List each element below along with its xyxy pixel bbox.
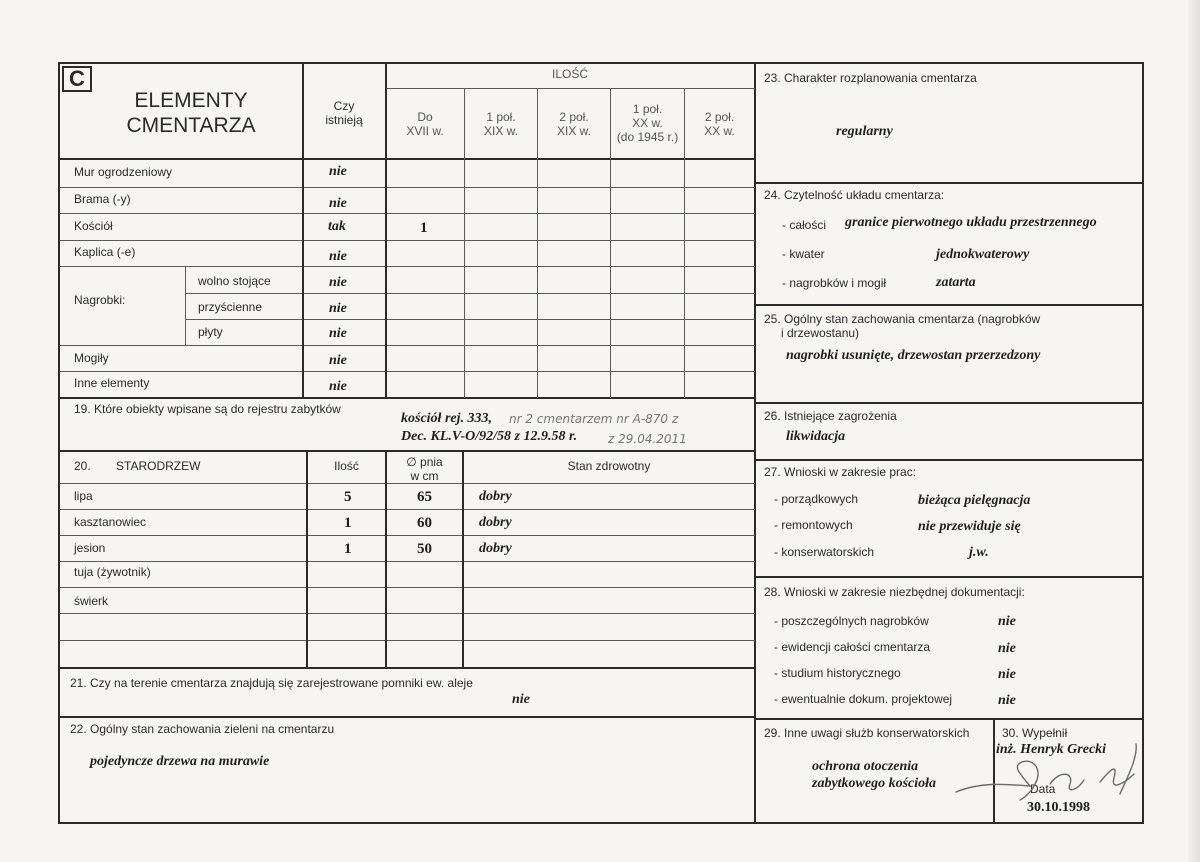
- element-exists: nie: [329, 164, 347, 179]
- header-period-2: [465, 111, 537, 139]
- q28-item-answer: nie: [998, 693, 1016, 708]
- q26-answer: likwidacja: [786, 429, 846, 444]
- element-label: płyty: [198, 325, 223, 339]
- header-czy-line2: istnieją: [325, 112, 363, 127]
- q19-pen-note-line1: nr 2 cmentarzem nr A-870 z: [509, 412, 679, 426]
- nagrobki-label: Nagrobki:: [74, 293, 126, 307]
- q27-item-answer: bieżąca pielęgnacja: [918, 493, 1031, 508]
- form-frame: [58, 62, 1144, 824]
- tree-name: kasztanowiec: [74, 515, 147, 529]
- q30-label: 30. Wypełnił: [1002, 726, 1068, 740]
- tree-count: 1: [344, 515, 352, 531]
- col-pnia-line1: ∅ pnia: [406, 455, 443, 469]
- q19-answer-line2: Dec. KL.V-O/92/58 z 12.9.58 r.: [401, 429, 578, 444]
- header-period-1: [386, 111, 464, 139]
- tree-diameter: 65: [417, 489, 432, 505]
- period-3-line2: XIX w.: [556, 123, 591, 138]
- q30-data-label: Data: [1030, 782, 1056, 796]
- q24-item-label: - nagrobków i mogił: [782, 276, 887, 290]
- tree-count: 1: [344, 541, 352, 557]
- q24-item-answer: zatarta: [936, 275, 976, 290]
- form-title-line2: CMENTARZA: [126, 114, 256, 138]
- element-label: przyścienne: [198, 300, 263, 314]
- element-label: Mur ogrodzeniowy: [74, 165, 173, 179]
- q24-label: 24. Czytelność układu cmentarza:: [764, 188, 945, 202]
- q22-label: 22. Ogólny stan zachowania zieleni na cmentarzu: [70, 722, 335, 736]
- element-exists: tak: [328, 219, 346, 234]
- q19-answer-line1: kościół rej. 333,: [401, 411, 492, 426]
- q28-item-label: - poszczególnych nagrobków: [774, 614, 929, 628]
- element-label: wolno stojące: [198, 274, 271, 288]
- q20-col-pnia: [387, 456, 462, 484]
- period-3-line1: 2 poł.: [559, 110, 589, 124]
- period-5-line1: 2 poł.: [704, 110, 735, 124]
- q29-label: 29. Inne uwagi służb konserwatorskich: [764, 726, 970, 740]
- element-exists: nie: [329, 353, 347, 368]
- q20-number: 20.: [74, 459, 91, 473]
- element-exists: nie: [329, 249, 347, 264]
- element-exists: nie: [329, 326, 347, 341]
- q25-label-line1: 25. Ogólny stan zachowania cmentarza (nagrobków: [764, 312, 1041, 326]
- q24-item-answer: granice pierwotnego układu przestrzennego: [845, 215, 1097, 230]
- q20-title: STARODRZEW: [116, 459, 201, 473]
- q27-label: 27. Wnioski w zakresie prac:: [764, 465, 917, 479]
- q23-label: 23. Charakter rozplanowania cmentarza: [764, 71, 977, 85]
- q26-label: 26. Istniejące zagrożenia: [764, 409, 897, 423]
- q20-col-stan: Stan zdrowotny: [567, 459, 651, 473]
- q30-name: inż. Henryk Grecki: [996, 742, 1107, 757]
- q25-answer: nagrobki usunięte, drzewostan przerzedzony: [786, 348, 1041, 363]
- period-2-line1: 1 poł.: [486, 110, 516, 124]
- q28-item-label: - ewentualnie dokum. projektowej: [774, 692, 953, 706]
- q27-item-label: - porządkowych: [774, 492, 859, 506]
- tree-state: dobry: [479, 515, 512, 530]
- q28-item-label: - ewidencji całości cmentarza: [774, 640, 931, 654]
- col-pnia-line2: w cm: [410, 468, 439, 483]
- q27-item-label: - konserwatorskich: [774, 545, 875, 559]
- tree-name: tuja (żywotnik): [74, 565, 151, 579]
- tree-diameter: 60: [417, 515, 432, 531]
- q28-item-answer: nie: [998, 614, 1016, 629]
- q21-label: 21. Czy na terenie cmentarza znajdują się zarejestrowane pomniki ew. aleje: [70, 676, 473, 690]
- header-czy-line1: Czy: [333, 99, 355, 113]
- element-exists: nie: [329, 379, 347, 394]
- header-czy-istnieja: [304, 100, 384, 128]
- header-period-4: [611, 103, 684, 144]
- q20-col-ilosc: Ilość: [334, 459, 359, 473]
- tree-name: świerk: [74, 594, 109, 608]
- q28-label: 28. Wnioski w zakresie niezbędnej dokumentacji:: [764, 585, 1025, 599]
- card-edge: [1188, 0, 1200, 862]
- element-label: Kościół: [74, 219, 113, 233]
- period-4-line1: 1 poł.: [632, 102, 663, 116]
- q27-item-answer: nie przewiduje się: [918, 519, 1021, 534]
- q27-item-label: - remontowych: [774, 518, 853, 532]
- tree-count: 5: [344, 489, 352, 505]
- period-4-line3: (do 1945 r.): [616, 129, 679, 144]
- period-1-line1: Do: [417, 110, 433, 124]
- form-title: [100, 88, 282, 138]
- q30-date: 30.10.1998: [1027, 800, 1090, 815]
- tree-state: dobry: [479, 489, 512, 504]
- element-exists: nie: [329, 301, 347, 316]
- q29-answer-line1: ochrona otoczenia: [812, 759, 919, 774]
- period-5-line2: XX w.: [704, 123, 735, 138]
- form-title-line1: ELEMENTY: [134, 89, 248, 112]
- tree-name: jesion: [74, 541, 106, 555]
- element-exists: nie: [329, 196, 347, 211]
- section-letter-box: C: [62, 66, 92, 92]
- element-label: Inne elementy: [74, 376, 150, 390]
- q27-item-answer: j.w.: [969, 545, 989, 560]
- tree-state: dobry: [479, 541, 512, 556]
- q24-item-label: - całości: [782, 218, 827, 232]
- element-label: Mogiły: [74, 351, 109, 365]
- q29-answer-line2: zabytkowego kościoła: [812, 776, 937, 791]
- q22-answer: pojedyncze drzewa na murawie: [90, 754, 270, 769]
- tree-diameter: 50: [417, 541, 432, 557]
- tree-name: lipa: [74, 489, 93, 503]
- period-2-line2: XIX w.: [483, 123, 518, 138]
- q25-label-line2: i drzewostanu): [781, 326, 860, 340]
- element-label: Kaplica (-e): [74, 245, 136, 259]
- header-ilosc: ILOŚĆ: [551, 67, 588, 81]
- q28-item-answer: nie: [998, 667, 1016, 682]
- q28-item-label: - studium historycznego: [774, 666, 901, 680]
- element-count: 1: [420, 220, 428, 236]
- q19-pen-note-line2: z 29.04.2011: [608, 432, 687, 446]
- q21-answer: nie: [512, 692, 530, 707]
- header-period-3: [538, 111, 610, 139]
- period-1-line2: XVII w.: [406, 123, 444, 138]
- signature: [950, 722, 1160, 822]
- q19-label: 19. Które obiekty wpisane są do rejestru zabytków: [74, 402, 341, 416]
- header-period-5: [685, 111, 754, 139]
- element-label: Brama (-y): [74, 192, 131, 206]
- element-exists: nie: [329, 275, 347, 290]
- q24-item-label: - kwater: [782, 247, 825, 261]
- q23-answer: regularny: [836, 124, 893, 139]
- q24-item-answer: jednokwaterowy: [936, 247, 1030, 262]
- q28-item-answer: nie: [998, 641, 1016, 656]
- period-4-line2: XX w.: [632, 115, 663, 130]
